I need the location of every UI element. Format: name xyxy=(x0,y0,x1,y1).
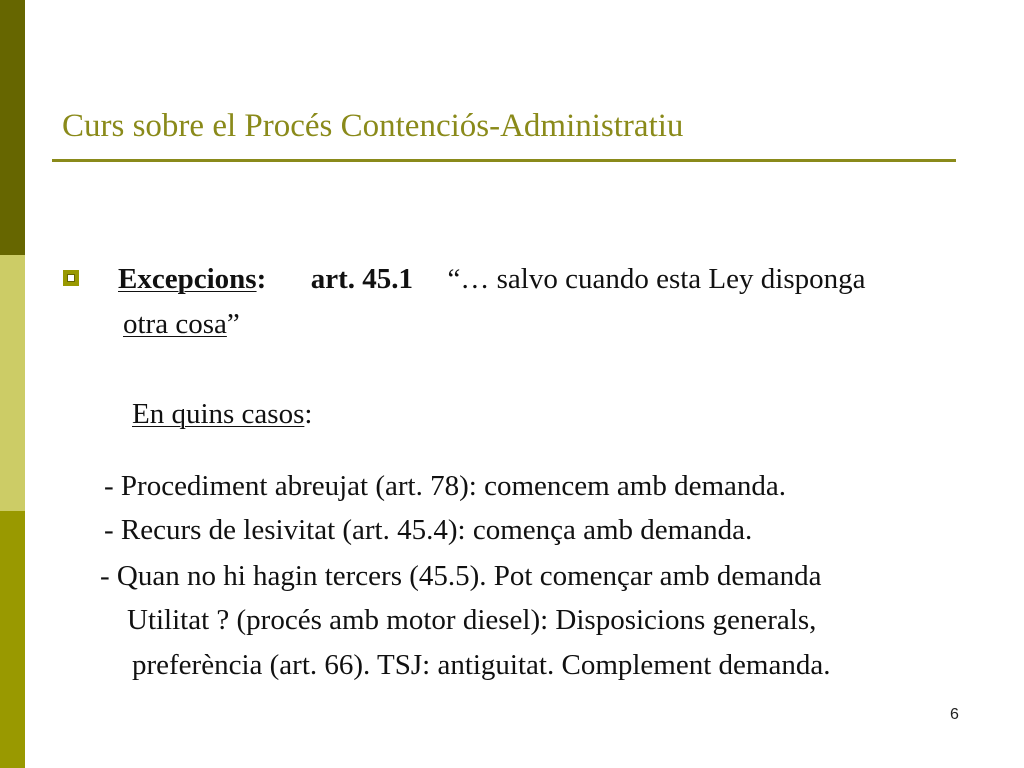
case-item-3: - Quan no hi hagin tercers (45.5). Pot començar amb demanda xyxy=(100,560,822,592)
cases-heading-colon: : xyxy=(304,398,313,430)
quote-tail-underlined: otra cosa xyxy=(123,308,227,340)
article-reference: art. 45.1 xyxy=(310,263,414,295)
page-number: 6 xyxy=(950,706,959,723)
left-accent-bar-bottom xyxy=(0,511,25,768)
title-underline-rule xyxy=(52,159,956,162)
left-accent-bar-top xyxy=(0,0,25,255)
utility-note-line-2: preferència (art. 66). TSJ: antiguitat. Complement demanda. xyxy=(132,649,831,681)
cases-heading-line xyxy=(132,400,312,429)
square-bullet-icon xyxy=(63,270,79,286)
utility-note-line-1: Utilitat ? (procés amb motor diesel): Disposicions generals, xyxy=(127,604,817,636)
quote-close: ” xyxy=(226,308,240,340)
case-item-2: - Recurs de lesivitat (art. 45.4): comença amb demanda. xyxy=(104,514,753,546)
slide-title: Curs sobre el Procés Contenciós-Administratiu xyxy=(62,108,684,144)
left-accent-bar-middle xyxy=(0,255,25,511)
exceptions-colon: : xyxy=(256,263,267,295)
quote-text: “… salvo cuando esta Ley disponga xyxy=(447,263,866,295)
exceptions-label: Excepcions xyxy=(118,263,257,295)
case-item-1: - Procediment abreujat (art. 78): comencem amb demanda. xyxy=(104,470,787,502)
bullet-line-2 xyxy=(123,310,240,339)
cases-heading: En quins casos xyxy=(132,398,305,430)
bullet-line-1 xyxy=(118,265,865,294)
